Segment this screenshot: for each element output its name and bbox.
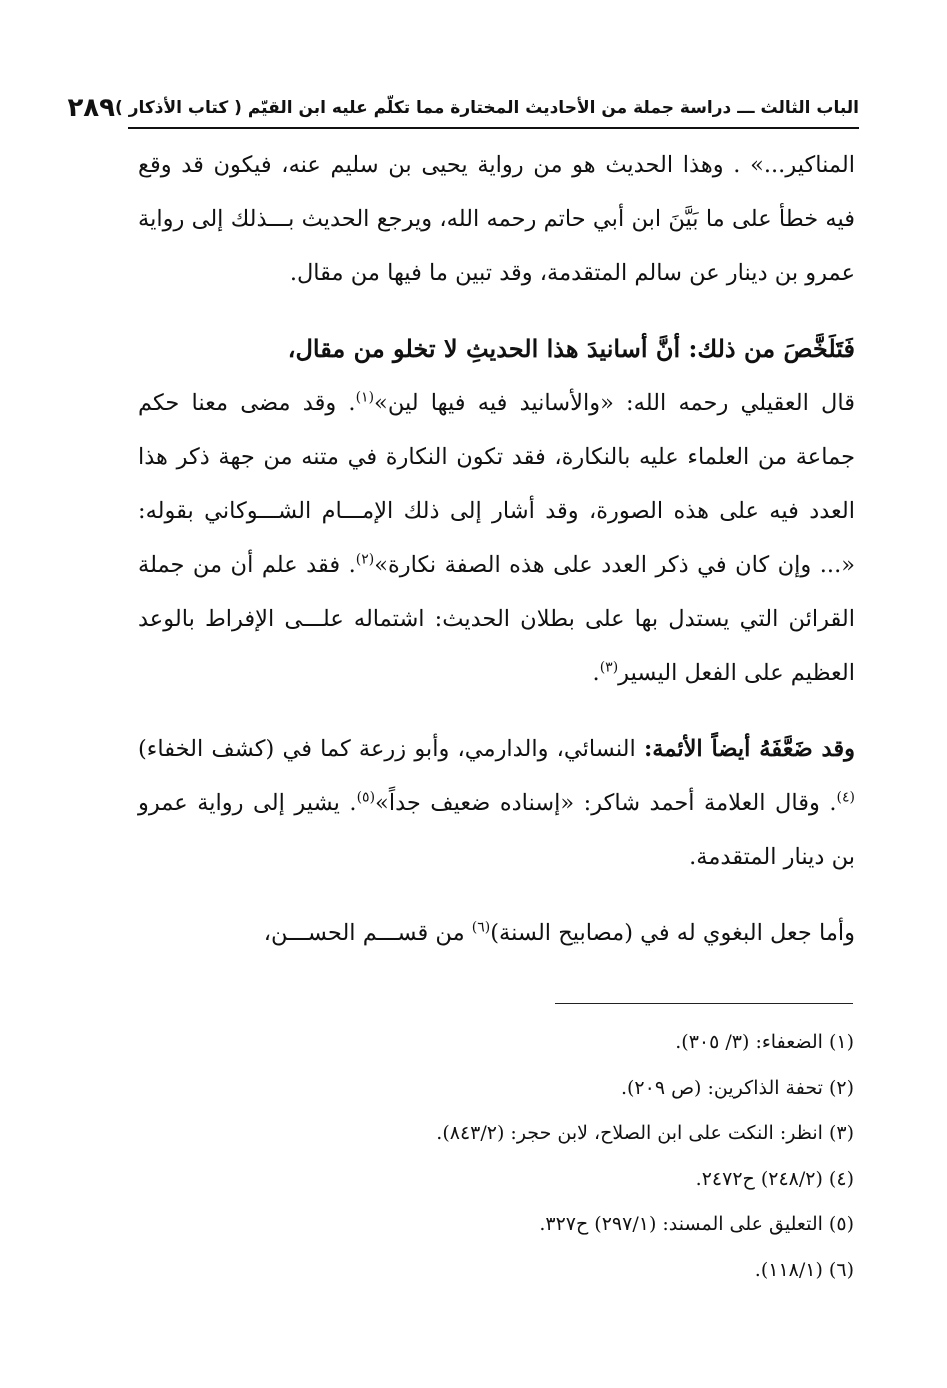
footnote-ref-3: (٣) bbox=[599, 659, 619, 676]
footnote-divider bbox=[555, 1003, 853, 1004]
paragraph-3 bbox=[138, 376, 855, 700]
footnote-6: (٦) (١١٨/١). bbox=[754, 1258, 854, 1281]
paragraph-3-text-d: . bbox=[592, 660, 600, 686]
paragraph-3-text-b: . وقد مضى معنا حكم جماعة من العلماء عليه بالنكارة، فقد تكون النكارة في متنه من جهة ذكر هذا العدد فيه على هذه الصورة، وقد أشار إلى ذلك الإمـــام الشـــوكاني بقوله: «... وإن كان في ذكر العدد على هذه الصفة نكارة» bbox=[138, 390, 855, 578]
paragraph-4-text-a: النسائي، والدارمي، وأبو زرعة كما في (كشف الخفاء) bbox=[138, 736, 644, 762]
paragraph-1: المناكير...» . وهذا الحديث هو من رواية يحيى بن سليم عنه، فيكون قد وقع فيه خطأ على ما بَيَّنَ ابن أبي حاتم رحمه الله، ويرجع الحديث بـــذلك إلى رواية عمرو بن دينار عن سالم المتقدمة، وقد تبين ما فيها من مقال. bbox=[138, 152, 855, 286]
summary-heading: فَتَلَخَّصَ من ذلك: أنَّ أسانيدَ هذا الحديثِ لا تخلو من مقال، bbox=[287, 334, 855, 363]
paragraph-3-text-c: . فقد علم أن من جملة القرائن التي يستدل بها على بطلان الحديث: اشتماله علـــى الإفراط بالوعد العظيم على الفعل اليسير bbox=[138, 552, 855, 686]
footnote-ref-6: (٦) bbox=[471, 919, 491, 936]
page-number: ٢٨٩ bbox=[67, 93, 116, 123]
paragraph-4-text-c: . يشير إلى رواية عمرو بن دينار المتقدمة. bbox=[138, 790, 855, 870]
footnote-1: (١) الضعفاء: (٣/ ٣٠٥). bbox=[675, 1031, 854, 1053]
running-header bbox=[67, 92, 859, 124]
chapter-title: الباب الثالث ـــ دراسة جملة من الأحاديث المختارة مما تكلّم عليه ابن القيّم ( كتاب الأذكار ) bbox=[115, 98, 859, 118]
footnote-ref-2: (٢) bbox=[355, 551, 375, 568]
paragraph-5-text-b: من قســـم الحســـن، bbox=[263, 920, 472, 946]
paragraph-4-lead: وقد ضَعَّفَهُ أيضاً الأئمة: bbox=[643, 736, 855, 762]
paragraph-3-text-a: قال العقيلي رحمه الله: «والأسانيد فيه فيها لين» bbox=[374, 390, 856, 416]
footnote-ref-1: (١) bbox=[355, 389, 375, 406]
footnote-3: (٣) انظر: النكت على ابن الصلاح، لابن حجر: (٨٤٣/٢). bbox=[436, 1122, 854, 1144]
footnote-2: (٢) تحفة الذاكرين: (ص ٢٠٩). bbox=[620, 1076, 854, 1099]
footnotes bbox=[154, 1020, 854, 1293]
paragraph-4 bbox=[138, 722, 855, 884]
footnote-ref-4: (٤) bbox=[836, 789, 855, 806]
footnote-ref-5: (٥) bbox=[356, 789, 376, 806]
paragraph-4-text-b: . وقال العلامة أحمد شاكر: «إسناده ضعيف جداً» bbox=[375, 790, 837, 816]
paragraph-5-text-a: وأما جعل البغوي له في (مصابيح السنة) bbox=[490, 920, 855, 946]
paragraph-5 bbox=[138, 906, 855, 960]
footnote-4: (٤) (٢٤٨/٢) ح٢٤٧٢. bbox=[695, 1167, 854, 1190]
main-text bbox=[138, 138, 855, 960]
header-divider bbox=[128, 127, 859, 129]
footnote-5: (٥) التعليق على المسند: (٢٩٧/١) ح٣٢٧. bbox=[539, 1213, 854, 1235]
